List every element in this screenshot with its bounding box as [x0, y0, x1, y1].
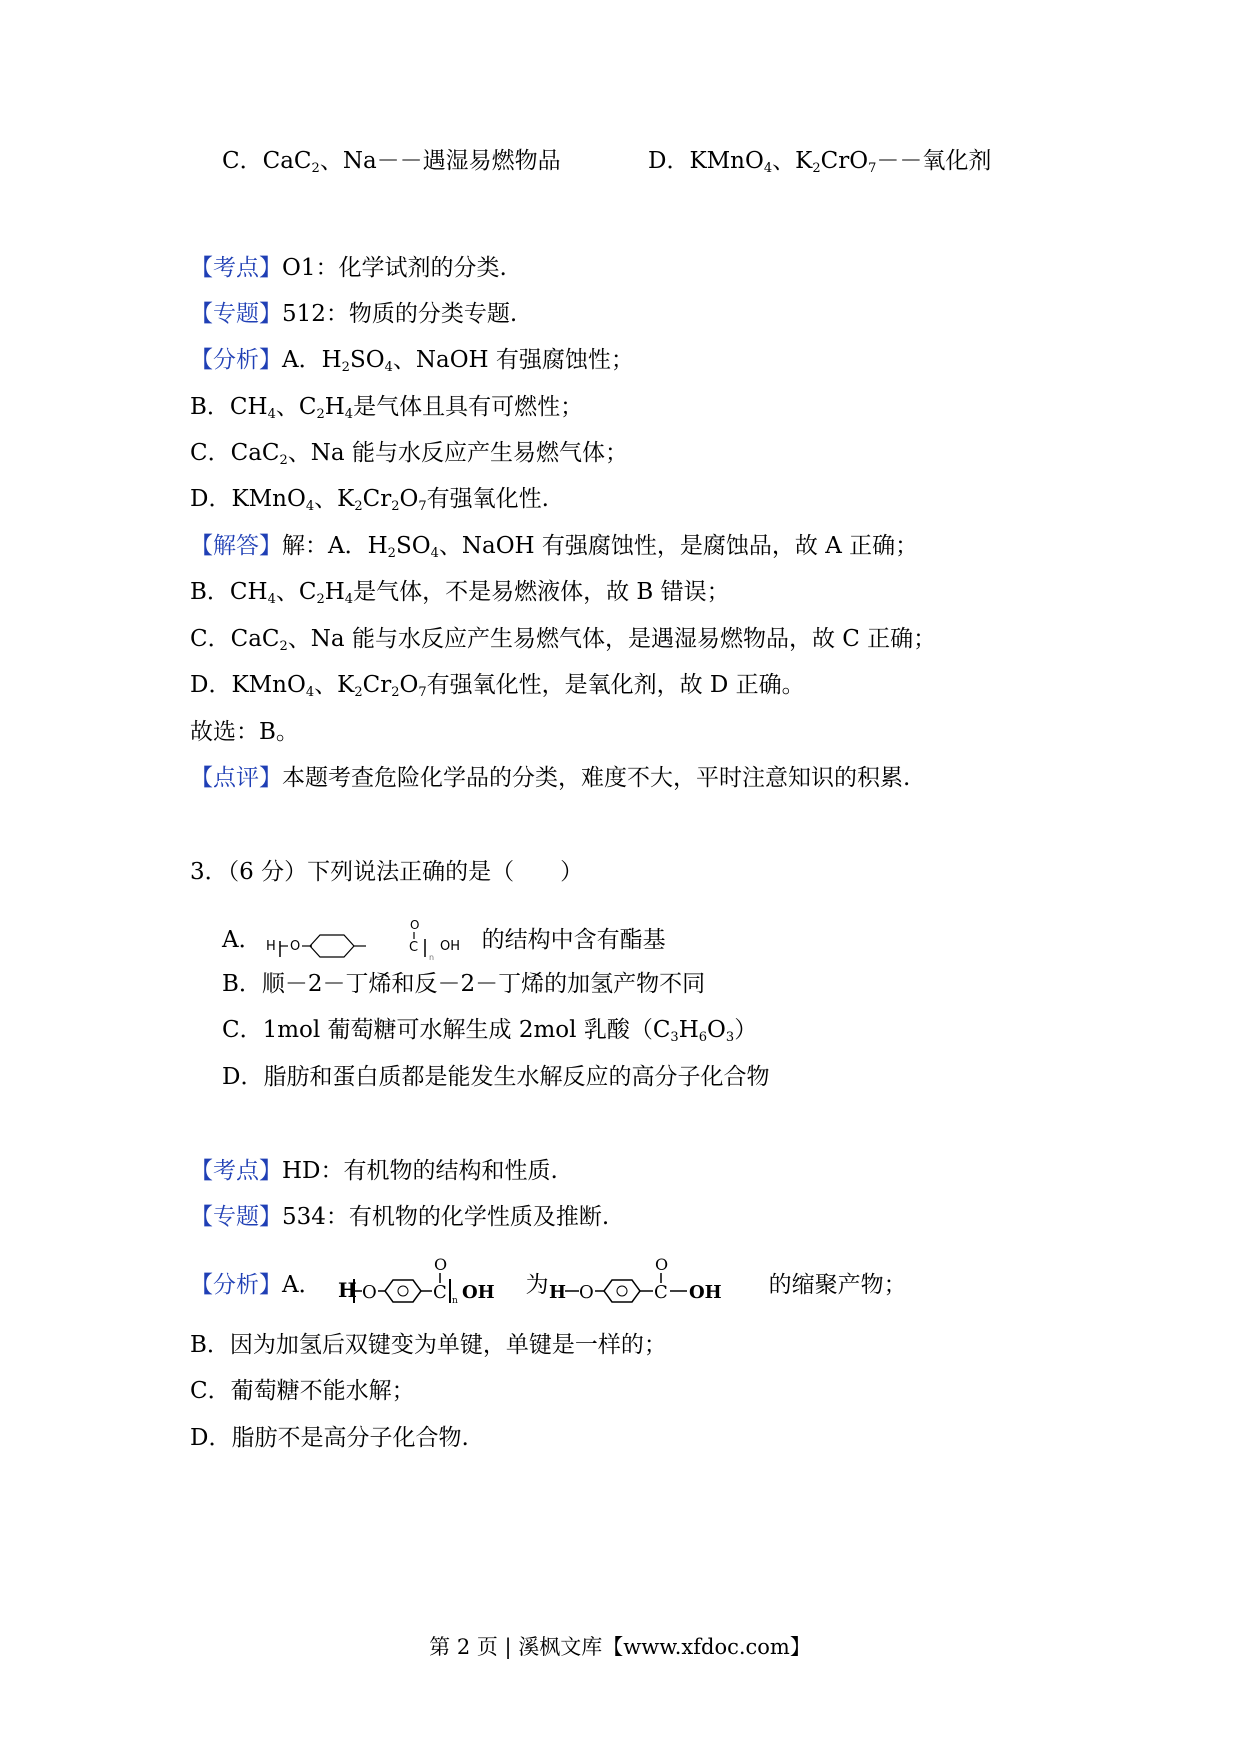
q3-zhuanti: 【专题】534：有机物的化学性质及推断.	[190, 1204, 610, 1230]
polymer-structure-image	[336, 1255, 526, 1317]
svg-text:H: H	[265, 939, 276, 954]
svg-text:OH: OH	[439, 939, 460, 954]
svg-text:C: C	[408, 940, 418, 955]
q2-jieda-d: D．KMnO$_4$、$K_2Cr_2O_7$有强氧化性，是氧化剂，故 D 正确。	[190, 672, 805, 700]
page-footer: 第 2 页 | 溪枫文库【www.xfdoc.com】	[429, 1635, 811, 1659]
q3-fenxi-d: D．脂肪不是高分子化合物.	[190, 1425, 469, 1451]
q2-fenxi-b: B．$CH_4$、$C_2H_4$是气体且具有可燃性；	[190, 394, 584, 422]
monomer-structure-image	[549, 1255, 769, 1317]
q2-jieda-b: B．$CH_4$、$C_2H_4$是气体，不是易燃液体，故 B 错误；	[190, 579, 730, 607]
svg-text:O: O	[409, 918, 420, 932]
svg-text:OH: OH	[461, 1282, 495, 1303]
q2-dianping: 【点评】本题考查危险化学品的分类，难度不大，平时注意知识的积累.	[190, 765, 911, 791]
q2-kaodian: 【考点】O1：化学试剂的分类.	[190, 255, 507, 281]
q3-option-a: A． H O O C n OH 的结构中含有酯基	[222, 912, 666, 968]
svg-text:n: n	[428, 953, 434, 962]
q2-fenxi-a: 【分析】A．$H_2SO_4$、NaOH 有强腐蚀性；	[190, 347, 634, 375]
svg-text:O: O	[578, 1282, 594, 1303]
svg-text:H: H	[548, 1282, 566, 1303]
svg-text:O: O	[654, 1255, 668, 1274]
q2-choice: 故选：B。	[190, 719, 299, 745]
svg-text:O: O	[433, 1255, 447, 1274]
svg-text:C: C	[653, 1282, 668, 1303]
q3-fenxi-c: C．葡萄糖不能水解；	[190, 1378, 415, 1404]
q2-jieda-c: C．CaC$_2$、Na 能与水反应产生易燃气体，是遇湿易燃物品，故 C 正确；	[190, 626, 937, 654]
q3-fenxi-a: 【分析】A． H O O C n OH 为 H O O C OH 的缩聚产物；	[190, 1254, 907, 1316]
q2-fenxi-c: C．CaC$_2$、Na 能与水反应产生易燃气体；	[190, 440, 628, 468]
q2-option-c: C．CaC$_2$、Na－－遇湿易燃物品	[222, 148, 561, 176]
q3-option-c: C．1mol 葡萄糖可水解生成 2mol 乳酸$(C_3H_6O_3)$	[222, 1017, 758, 1045]
q2-fenxi-d: D．KMnO$_4$、$K_2Cr_2O_7$有强氧化性.	[190, 486, 549, 514]
q3-option-b: B．顺－2－丁烯和反－2－丁烯的加氢产物不同	[222, 971, 706, 997]
svg-text:O: O	[361, 1282, 377, 1303]
q3-kaodian: 【考点】HD：有机物的结构和性质.	[190, 1158, 558, 1184]
q3-fenxi-b: B．因为加氢后双键变为单键，单键是一样的；	[190, 1332, 667, 1358]
svg-text:O: O	[289, 939, 300, 954]
svg-text:OH: OH	[688, 1282, 722, 1303]
q2-zhuanti: 【专题】512：物质的分类专题.	[190, 301, 518, 327]
q2-jieda-a: 【解答】解：A．$H_2SO_4$、NaOH 有强腐蚀性，是腐蚀品，故 A 正确；	[190, 533, 919, 561]
svg-text:C: C	[432, 1282, 447, 1303]
polyester-structure-image	[262, 913, 482, 969]
q2-option-d: D．KMnO$_4$、$K_2CrO_7--$氧化剂	[648, 148, 992, 176]
q3-stem: 3．（6 分）下列说法正确的是（ ）	[190, 859, 584, 885]
q3-option-d: D．脂肪和蛋白质都是能发生水解反应的高分子化合物	[222, 1064, 770, 1090]
svg-text:n: n	[451, 1296, 458, 1306]
svg-text:H: H	[337, 1278, 357, 1302]
